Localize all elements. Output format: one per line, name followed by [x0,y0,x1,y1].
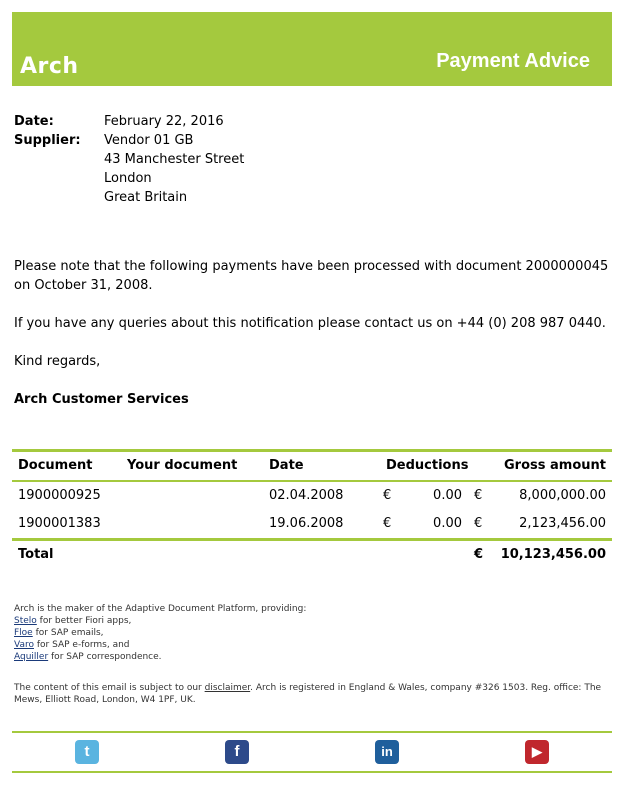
disclaimer-link[interactable]: disclaimer [204,683,251,693]
footer-intro: Arch is the maker of the Adaptive Document Platform, providing: [14,604,307,614]
product-link-floe[interactable]: Floe [14,628,33,638]
cell-date: 02.04.2008 [269,488,344,503]
supplier-label: Supplier: [14,133,81,148]
product-link-aquiller[interactable]: Aquiller [14,652,49,662]
product-link-varo[interactable]: Varo [14,640,34,650]
total-currency: € [474,547,484,562]
cell-gross-amount: 2,123,456.00 [519,516,606,531]
col-header-gross-amount: Gross amount [504,458,606,473]
message-body [14,257,610,428]
cell-document: 1900000925 [18,488,101,503]
signature: Arch Customer Services [14,392,189,407]
cell-deductions: 0.00 [433,516,462,531]
supplier-name: Vendor 01 GB [104,133,194,148]
paragraph: Kind regards, [14,354,101,369]
social-bottom-rule [12,771,612,773]
product-desc: for SAP correspondence. [48,652,162,662]
col-header-document: Document [18,458,93,473]
date-label: Date: [14,114,54,129]
disclaimer-text [14,682,610,706]
header-banner [12,12,612,86]
table-row [12,482,612,510]
col-header-your-document: Your document [127,458,238,473]
paragraph: Please note that the following payments have been processed with document 2000000045 on October 31, 2008. [14,259,609,293]
col-header-deductions: Deductions [386,458,469,473]
arch-logo[interactable]: Arch [20,54,79,79]
footer-text [14,603,610,706]
disclaimer-post: . Arch is registered in England & Wales, company #326 1503. Reg. office: The Mews, Elliott Road, London, W4 1PF, UK. [14,683,602,705]
cell-date: 19.06.2008 [269,516,344,531]
table-header-row [12,452,612,480]
product-line [14,627,610,639]
address-line: London [104,171,152,186]
facebook-icon[interactable]: f [225,740,249,764]
product-link-stelo[interactable]: Stelo [14,616,37,626]
product-desc: for SAP e-forms, and [33,640,130,650]
col-header-date: Date [269,458,304,473]
cell-currency: € [383,516,392,531]
cell-document: 1900001383 [18,516,101,531]
total-value: 10,123,456.00 [500,547,606,562]
table-row [12,510,612,538]
product-line [14,615,610,627]
social-top-rule [12,731,612,733]
cell-currency: € [383,488,392,503]
address-line: Great Britain [104,190,188,205]
linkedin-icon[interactable]: in [375,740,399,764]
cell-gross-amount: 8,000,000.00 [519,488,606,503]
table-total-row [12,541,612,569]
paragraph: If you have any queries about this notification please contact us on +44 (0) 208 987 0440. [14,316,606,331]
product-line [14,651,610,663]
payments-table [12,449,612,569]
cell-currency: € [474,488,483,503]
address-line: 43 Manchester Street [104,152,245,167]
product-desc: for SAP emails, [32,628,104,638]
cell-currency: € [474,516,483,531]
total-label: Total [18,547,54,562]
page-title: Payment Advice [436,50,590,72]
disclaimer-pre: The content of this email is subject to our [14,683,205,693]
product-desc: for better Fiori apps, [36,616,132,626]
date-value: February 22, 2016 [104,114,224,129]
cell-deductions: 0.00 [433,488,462,503]
product-line [14,639,610,651]
youtube-icon[interactable]: ▶ [525,740,549,764]
meta-block [14,112,244,207]
supplier-address [104,150,244,207]
twitter-icon[interactable]: t [75,740,99,764]
